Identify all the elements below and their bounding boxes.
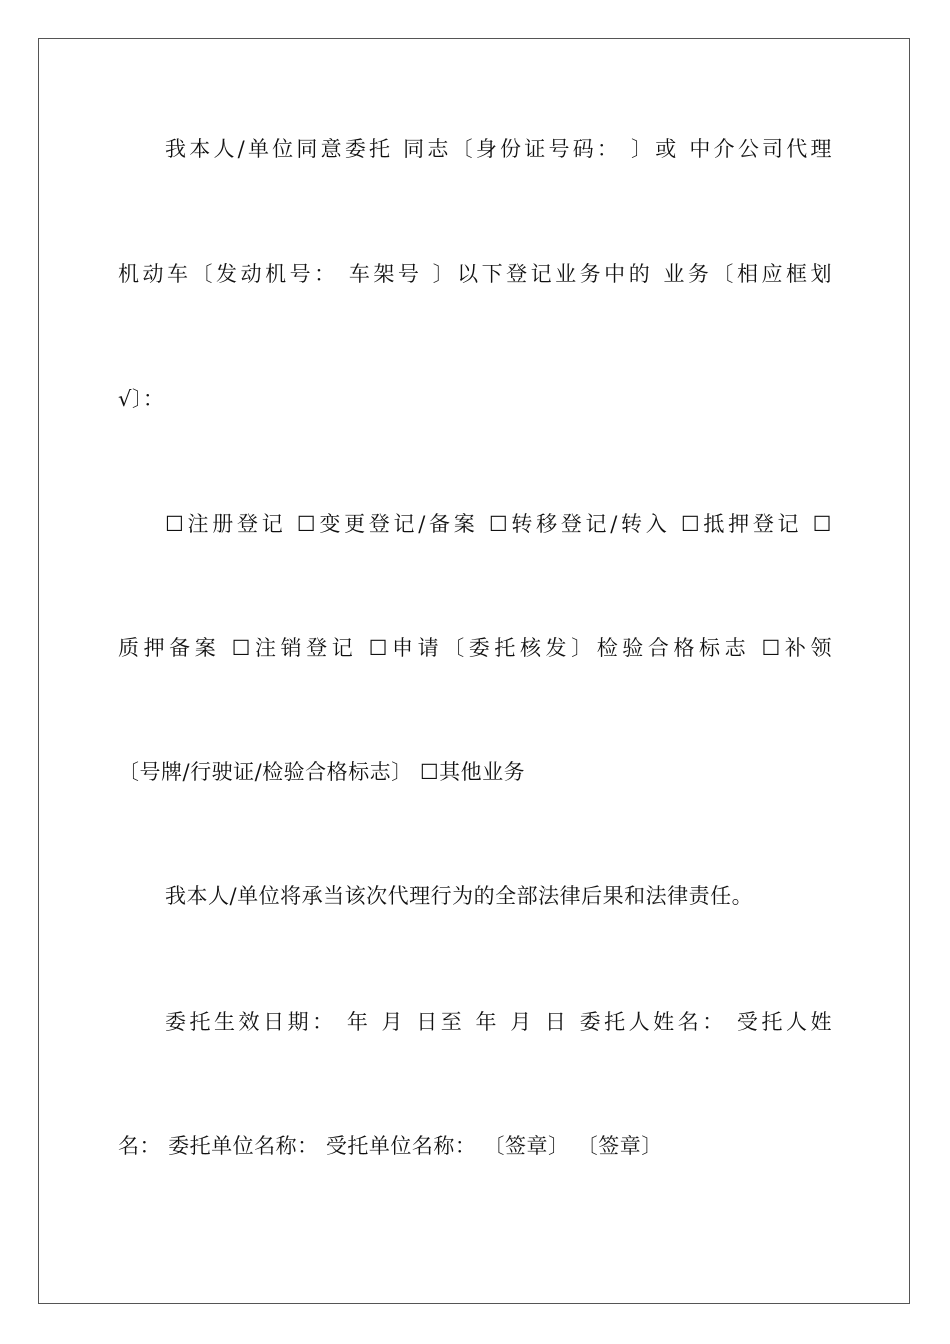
business-options-line-2: 质押备案 ☐注销登记 ☐申请〔委托核发〕检验合格标志 ☐补领	[118, 636, 832, 660]
paragraph-authorization-line-3: √〕：	[118, 387, 165, 411]
liability-statement: 我本人/单位将承当该次代理行为的全部法律后果和法律责任。	[165, 884, 754, 908]
paragraph-authorization-line-2: 机动车〔发动机号： 车架号 〕以下登记业务中的 业务〔相应框划	[118, 262, 832, 286]
business-options-line-3: 〔号牌/行驶证/检验合格标志〕 ☐其他业务	[118, 760, 526, 784]
business-options-line-1: ☐注册登记 ☐变更登记/备案 ☐转移登记/转入 ☐抵押登记 ☐	[165, 512, 832, 536]
signature-info-line-1: 委托生效日期： 年 月 日至 年 月 日 委托人姓名： 受托人姓	[165, 1010, 832, 1034]
paragraph-authorization-line-1: 我本人/单位同意委托 同志〔身份证号码： 〕或 中介公司代理	[165, 137, 832, 161]
signature-info-line-2: 名： 委托单位名称： 受托单位名称： 〔签章〕 〔签章〕	[118, 1134, 663, 1158]
page-border	[38, 38, 910, 1304]
